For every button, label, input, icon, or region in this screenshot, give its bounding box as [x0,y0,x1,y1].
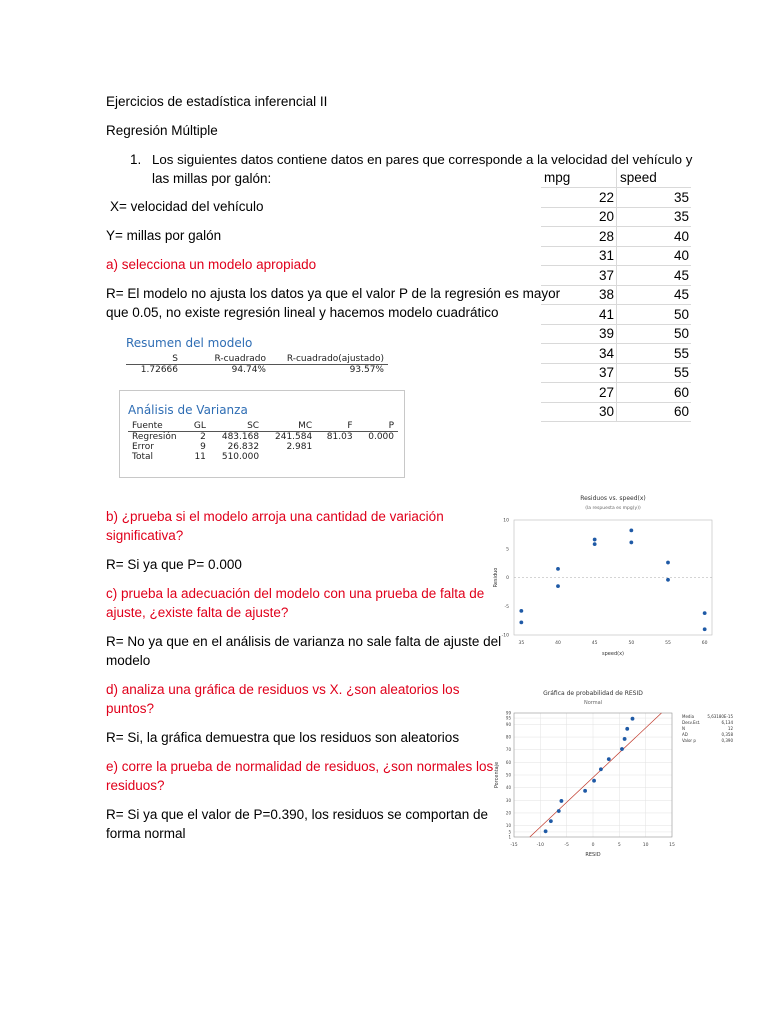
y-tick-label: 60 [505,759,511,765]
data-point [666,578,670,582]
cell-speed: 45 [617,266,692,286]
y-axis-label: Residuo [493,567,499,588]
table-row [541,402,691,422]
x-tick-label: -5 [564,843,569,848]
stats-label: AD [682,732,688,737]
data-point [629,541,633,545]
data-point [620,747,624,751]
anova-cell: 26.832 [227,442,260,452]
summary-header-rsq: R-cuadrado [182,354,270,365]
anova-row [128,432,398,443]
cell-speed: 55 [617,344,692,364]
question-d-line-2: puntos? [106,701,155,716]
question-b-line-1: b) ¿prueba si el modelo arroja una cantidad de variación [106,509,444,524]
y-tick-label: 40 [505,785,511,791]
cell-mpg: 37 [541,363,617,383]
y-tick-label: 70 [505,747,511,753]
summary-header-rsq-adj: R-cuadrado(ajustado) [270,354,388,365]
answer-d: R= Si, la gráfica demuestra que los residuos son aleatorios [106,730,460,745]
x-tick-label: 15 [669,843,675,848]
question-1-line-2: las millas por galón: [152,171,272,186]
summary-value-s: 1.72666 [140,365,178,375]
data-point [557,809,561,813]
anova-panel [119,390,405,478]
y-tick-label: 5 [508,829,511,835]
table-row [541,344,691,364]
chart-subtitle: Normal [583,700,603,706]
anova-cell: 81.03 [326,432,353,442]
anova-cell [316,442,356,452]
anova-cell: 2.981 [286,442,313,452]
cell-speed: 45 [617,285,692,305]
model-summary-title: Resumen del modelo [126,336,253,350]
question-c-line-2: ajuste, ¿existe falta de ajuste? [106,605,289,620]
question-1-line-1: Los siguientes datos contiene datos en pares que corresponde a la velocidad del vehículo y [152,152,693,167]
y-tick-label: -5 [504,604,509,610]
cell-mpg: 37 [541,266,617,286]
data-point [623,737,627,741]
anova-cell: 483.168 [221,432,260,442]
model-summary-panel [126,336,396,375]
summary-value-rsq: 94.74% [231,365,266,375]
table-row [541,324,691,344]
data-point [556,584,560,588]
cell-speed: 40 [617,227,692,247]
x-axis-label: speed(x) [602,651,624,657]
cell-mpg: 30 [541,402,617,422]
cell-speed: 50 [617,305,692,325]
residuals-vs-speed-chart [484,490,728,660]
anova-header-cell: MC [263,421,316,432]
question-1-number: 1. [130,152,142,167]
x-tick-label: 10 [642,843,649,848]
question-c-line-1: c) prueba la adecuación del modelo con una prueba de falta de [106,586,485,601]
anova-header-row [128,421,398,432]
y-tick-label: 10 [503,518,509,524]
data-point [519,609,523,613]
table-row [541,266,691,286]
stats-value: 12 [727,726,733,731]
y-tick-label: 1 [508,834,511,840]
x-tick-label: 45 [591,641,598,646]
table-row [541,305,691,325]
cell-speed: 35 [617,207,692,227]
y-tick-label: -10 [501,633,509,639]
answer-c-line-2: modelo [106,653,151,668]
anova-cell: Total [132,452,154,462]
anova-cell: 510.000 [221,452,260,462]
data-point [592,779,596,783]
header-mpg: mpg [541,167,617,188]
cell-speed: 60 [617,402,692,422]
anova-cell: 0.000 [368,432,394,442]
table-row [541,207,691,227]
data-point [560,799,564,803]
model-summary-header-row [126,354,388,365]
normal-probability-chart [490,685,735,860]
cell-mpg: 39 [541,324,617,344]
data-point [519,620,523,624]
data-point [549,819,553,823]
x-definition: X= velocidad del vehículo [110,199,264,214]
data-point [607,757,611,761]
cell-mpg: 41 [541,305,617,325]
document-title: Ejercicios de estadística inferencial II [106,94,328,109]
cell-mpg: 31 [541,246,617,266]
anova-cell [263,452,316,462]
anova-header-cell: F [316,421,356,432]
y-tick-label: 5 [506,547,509,553]
question-a: a) selecciona un modelo apropiado [106,257,317,272]
stats-value: 0,390 [721,738,733,743]
summary-value-rsq-adj: 93.57% [349,365,384,375]
anova-cell: 241.584 [275,432,313,442]
cell-speed: 60 [617,383,692,403]
stats-label: Valor p [682,738,696,743]
stats-value: 5,63180E-15 [707,714,733,719]
document-subtitle: Regresión Múltiple [106,123,218,138]
chart-subtitle: (la respuesta es mpg(y)) [585,506,641,511]
anova-header-cell: P [357,421,398,432]
summary-header-s: S [126,354,182,365]
y-tick-label: 20 [505,810,511,816]
answer-a-line-1: R= El modelo no ajusta los datos ya que el valor P de la regresión es mayor [106,286,561,301]
anova-cell: Regresión [132,432,177,442]
answer-b: R= Si ya que P= 0.000 [106,557,242,572]
chart-background [490,685,735,860]
data-point [556,567,560,571]
anova-cell: 9 [200,442,206,452]
table-row [541,285,691,305]
table-row [541,363,691,383]
anova-header-cell: SC [210,421,263,432]
model-summary-row [126,365,388,376]
data-point [703,611,707,615]
cell-mpg: 34 [541,344,617,364]
x-tick-label: 60 [701,641,708,646]
anova-title: Análisis de Varianza [128,403,248,417]
stats-label: Desv.Est. [682,720,701,725]
answer-a-line-2: que 0.05, no existe regresión lineal y hacemos modelo cuadrático [106,305,499,320]
anova-cell [316,452,356,462]
anova-cell [357,442,398,452]
x-tick-label: -15 [510,843,518,848]
chart-background [484,490,728,660]
data-point [666,561,670,565]
y-tick-label: 90 [505,721,511,727]
x-tick-label: 50 [628,641,635,646]
question-e-line-1: e) corre la prueba de normalidad de residuos, ¿son normales los [106,759,494,774]
x-tick-label: 35 [518,641,525,646]
answer-e-line-2: forma normal [106,826,186,841]
x-tick-label: 55 [665,641,671,646]
anova-row [128,452,398,462]
y-tick-label: 50 [505,772,511,778]
anova-header-cell: GL [185,421,210,432]
y-tick-label: 0 [506,576,509,581]
y-tick-label: 10 [505,823,511,829]
anova-cell: Error [132,442,154,452]
anova-row [128,442,398,452]
stats-label: N [682,726,685,731]
anova-header-cell: Fuente [128,421,185,432]
model-summary-table [126,354,388,375]
x-tick-label: 40 [555,641,561,646]
stats-value: 6,134 [721,720,733,725]
x-tick-label: 5 [617,843,621,848]
table-row [541,383,691,403]
cell-mpg: 20 [541,207,617,227]
y-tick-label: 80 [505,734,511,740]
y-axis-label: Porcentaje [494,761,500,789]
table-row [541,227,691,247]
cell-mpg: 38 [541,285,617,305]
data-point [625,727,629,731]
question-d-line-1: d) analiza una gráfica de residuos vs X. ¿son aleatorios los [106,682,460,697]
y-definition: Y= millas por galón [106,228,222,243]
table-header-row [541,167,691,188]
x-tick-label: 0 [591,843,595,848]
data-table [541,167,691,422]
data-point [703,627,707,631]
cell-speed: 35 [617,188,692,208]
anova-table [128,421,398,462]
answer-c-line-1: R= No ya que en el análisis de varianza no sale falta de ajuste del [106,634,502,649]
data-point [544,829,548,833]
data-point [593,538,597,542]
stats-label: Media [682,714,695,719]
x-tick-label: -10 [536,843,545,848]
cell-speed: 40 [617,246,692,266]
y-tick-label: 30 [505,797,511,803]
cell-mpg: 22 [541,188,617,208]
y-tick-label: 95 [505,715,511,721]
cell-speed: 55 [617,363,692,383]
cell-speed: 50 [617,324,692,344]
data-point [631,717,635,721]
data-point [583,789,587,793]
table-row [541,188,691,208]
question-b-line-2: significativa? [106,528,184,543]
table-row [541,246,691,266]
question-e-line-2: residuos? [106,778,165,793]
chart-title: Gráfica de probabilidad de RESID [543,690,643,697]
data-point [593,542,597,546]
stats-value: 0,358 [721,732,733,737]
anova-cell: 11 [194,452,206,462]
answer-e-line-1: R= Si ya que el valor de P=0.390, los residuos se comportan de [106,807,488,822]
chart-title: Residuos vs. speed(x) [580,495,646,502]
cell-mpg: 28 [541,227,617,247]
y-tick-label: 99 [505,710,511,716]
anova-cell [357,452,398,462]
data-point [629,528,633,532]
header-speed: speed [617,167,692,188]
anova-cell: 2 [200,432,206,442]
data-point [599,767,603,771]
x-axis-label: RESID [585,852,601,858]
cell-mpg: 27 [541,383,617,403]
